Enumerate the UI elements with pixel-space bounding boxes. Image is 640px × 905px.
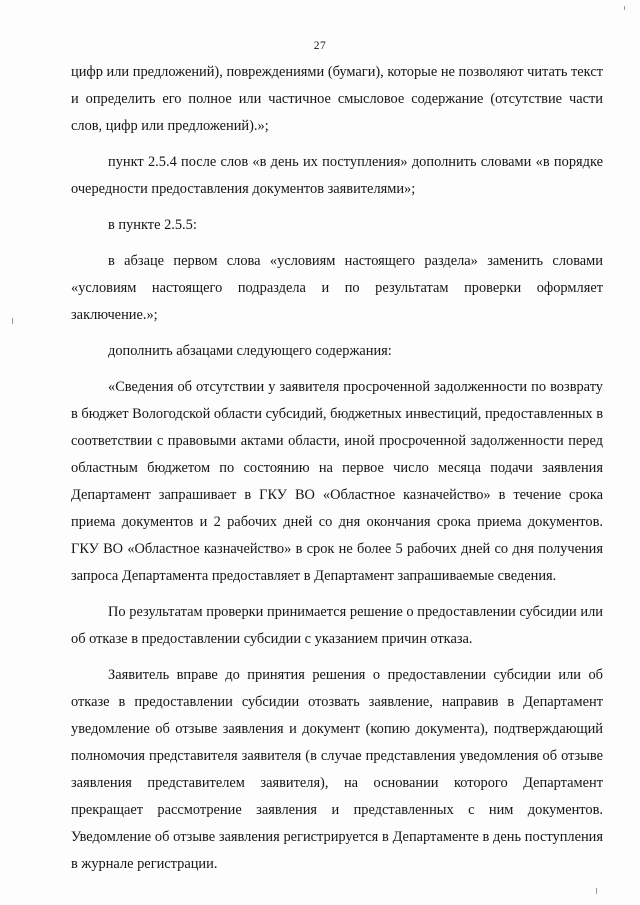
paragraph-svedeniya: «Сведения об отсутствии у заявителя просроченной задолженности по возврату в бюджет Вологодской области субсидий, бюджетных инвестиций, предоставленных в соответствии с правовыми актами области, иной просроченной задолженности перед областным бюджетом по состоянию на первое число месяца подачи заявления Департамент запрашивает в ГКУ ВО «Областное казначейство» в течение срока приема документов и 2 рабочих дней со дня окончания срока приема документов. ГКУ ВО «Областное казначейство» в срок не более 5 рабочих дней со дня получения запроса Департамента предоставляет в Департамент запрашиваемые сведения. <box>71 379 603 584</box>
scan-mark-bottom-right <box>596 888 597 894</box>
document-body <box>71 59 603 887</box>
page-number: 27 <box>313 40 327 52</box>
paragraph-withdrawal: Заявитель вправе до принятия решения о предоставлении субсидии или об отказе в предоставлении субсидии отозвать заявление, направив в Департамент уведомление об отзыве заявления и документ (копию документа), подтверждающий полномочия представителя заявителя (в случае представления уведомления об отзыве заявления представителем заявителя), на основании которого Департамент прекращает рассмотрение заявления и представленных с ним документов. Уведомление об отзыве заявления регистрируется в Департаменте в день поступления в журнале регистрации. <box>71 667 603 872</box>
scan-mark-top-right <box>624 6 625 10</box>
paragraph-continuation: цифр или предложений), повреждениями (бумаги), которые не позволяют читать текст и определить его полное или частичное смысловое содержание (отсутствие части слов, цифр или предложений).»; <box>71 64 603 134</box>
paragraph-first-abzats-replacement: в абзаце первом слова «условиям настоящего раздела» заменить словами «условиям настоящего подраздела и по результатам проверки оформляет заключение.»; <box>71 253 603 323</box>
scan-mark-left <box>12 318 13 324</box>
paragraph-clause-2-5-5-heading: в пункте 2.5.5: <box>108 217 197 233</box>
paragraph-add-abzatsy: дополнить абзацами следующего содержания: <box>108 343 392 359</box>
paragraph-decision: По результатам проверки принимается решение о предоставлении субсидии или об отказе в предоставлении субсидии с указанием причин отказа. <box>71 604 603 647</box>
paragraph-clause-2-5-4: пункт 2.5.4 после слов «в день их поступления» дополнить словами «в порядке очередности предоставления документов заявителями»; <box>71 154 603 197</box>
